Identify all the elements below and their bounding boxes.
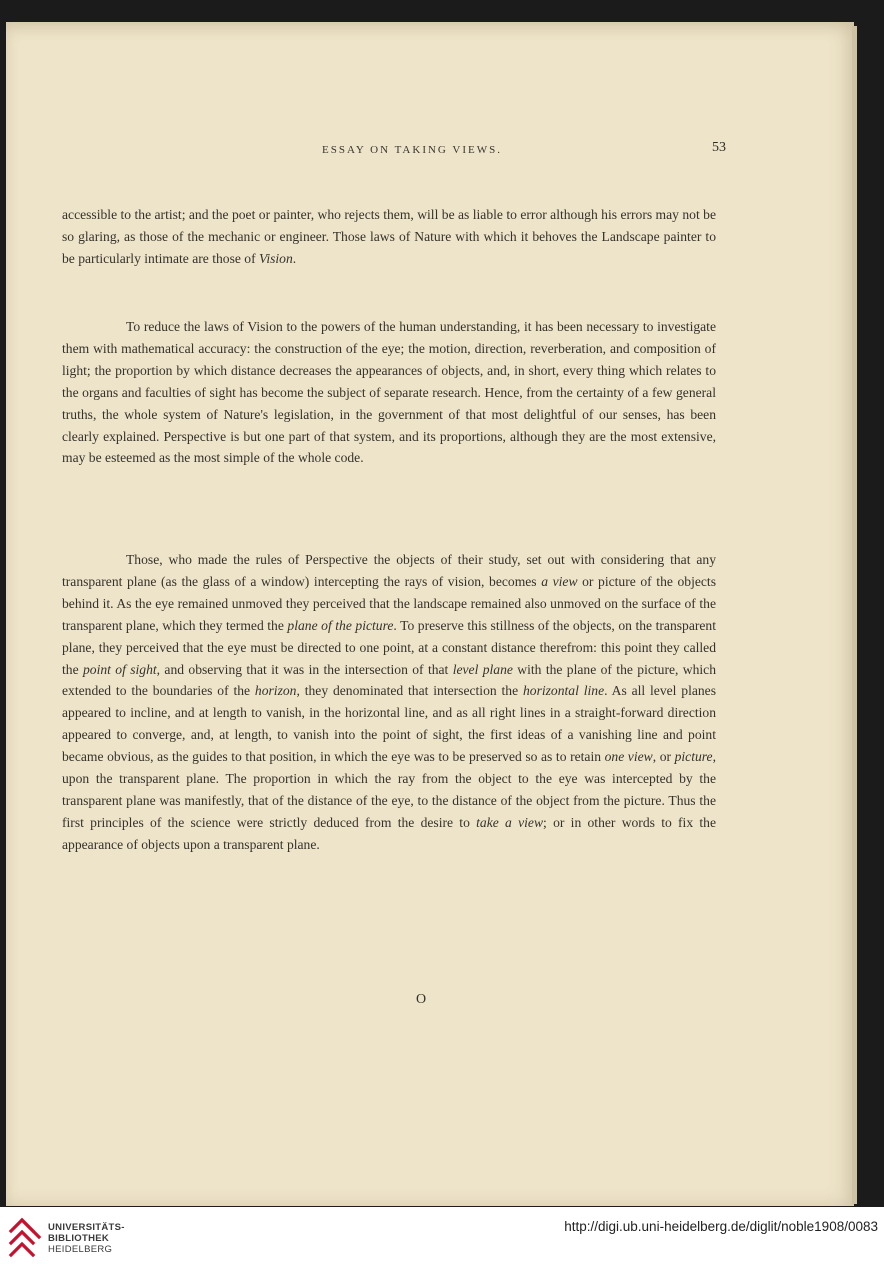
source-url-link[interactable]: http://digi.ub.uni-heidelberg.de/diglit/noble1908/0083 bbox=[564, 1219, 878, 1234]
italic-run: point of sight bbox=[82, 661, 157, 677]
text-run: , they denominated that intersection the bbox=[296, 683, 523, 699]
text-run: Those, who made the rules of Perspective the objects of their study, set out with considering that any transparent plane (as the glass of a window) intercepting the rays of vision, becomes bbox=[62, 552, 716, 589]
text-run: ; or in other words to fix the appearance of objects upon a transparent plane. bbox=[62, 814, 717, 852]
page-edge bbox=[852, 26, 857, 1204]
italic-run: Vision bbox=[259, 250, 293, 266]
italic-run: one view bbox=[604, 749, 653, 765]
text-run: . To preserve this stillness of the objects, on the transparent plane, they perceived that the eye must be directed to one point, at a constant distance therefrom: this point they called the bbox=[62, 617, 717, 677]
signature-mark: O bbox=[415, 992, 427, 1007]
text-run: , or bbox=[652, 749, 675, 765]
italic-run: level plane bbox=[452, 661, 513, 677]
italic-run: take a view bbox=[476, 814, 544, 830]
book-page bbox=[6, 22, 854, 1206]
text-run: , and observing that it was in the intersection of that bbox=[156, 661, 453, 677]
italic-run: a view bbox=[541, 573, 578, 589]
page-number: 53 bbox=[712, 140, 726, 155]
italic-run: horizon bbox=[254, 683, 297, 699]
library-name-line: HEIDELBERG bbox=[48, 1244, 113, 1255]
running-head: ESSAY ON TAKING VIEWS. bbox=[321, 144, 503, 156]
text-run: , upon the transparent plane. The proportion in which the ray from the object to the eye was intercepted by the transparent plane was manifestly, that of the distance of the eye, to the distance of the object from the picture. Thus the first principles of the science were strictly deduced from the desire to bbox=[62, 749, 716, 830]
italic-run: picture bbox=[674, 749, 713, 765]
paragraph bbox=[62, 204, 716, 270]
text-run: . As all level planes appeared to incline, and at length to vanish, in the horizontal line, and as all right lines in a straight-forward direction appeared to converge, and, at length, to vanish into the point of sight, the first ideas of a vanishing line and point became obvious, as the guides to that position, in which the eye was to be preserved so as to retain bbox=[62, 683, 717, 765]
library-name-line: BIBLIOTHEK bbox=[48, 1233, 110, 1244]
italic-run: horizontal line bbox=[522, 683, 605, 699]
italic-run: plane of the picture bbox=[287, 617, 394, 633]
library-name-line: UNIVERSITÄTS- bbox=[48, 1222, 125, 1233]
text-run: accessible to the artist; and the poet or painter, who rejects them, will be as liable to error although his errors may not be so glaring, as those of the mechanic or engineer. Those laws of Nature with which it behoves the Landscape painter to be particularly intimate are those of bbox=[62, 207, 716, 266]
text-run: or picture of the objects behind it. As the eye remained unmoved they perceived that the landscape remained also unmoved on the surface of the transparent plane, which they termed the bbox=[62, 573, 716, 633]
library-name bbox=[48, 1222, 125, 1255]
heidelberg-library-logo-icon[interactable] bbox=[8, 1217, 42, 1257]
text-run: with the plane of the picture, which extended to the boundaries of the bbox=[62, 661, 716, 699]
text-run: To reduce the laws of Vision to the powers of the human understanding, it has been necessary to investigate them with mathematical accuracy: the construction of the eye; the motion, direction, reverberation, and composition of light; the proportion by which distance decreases the appearances of objects, and, in short, every thing which relates to the organs and faculties of sight has become the subject of separate research. Hence, from the certainty of a few general truths, the whole system of Nature's legislation, in the government of that most delightful of our senses, has been clearly explained. Perspective is but one part of that system, and its proportions, although they are the most extensive, may be esteemed as the most simple of the whole code. bbox=[62, 319, 716, 466]
paragraph bbox=[62, 316, 716, 469]
text-run: . bbox=[292, 250, 297, 266]
paragraph bbox=[62, 549, 716, 856]
